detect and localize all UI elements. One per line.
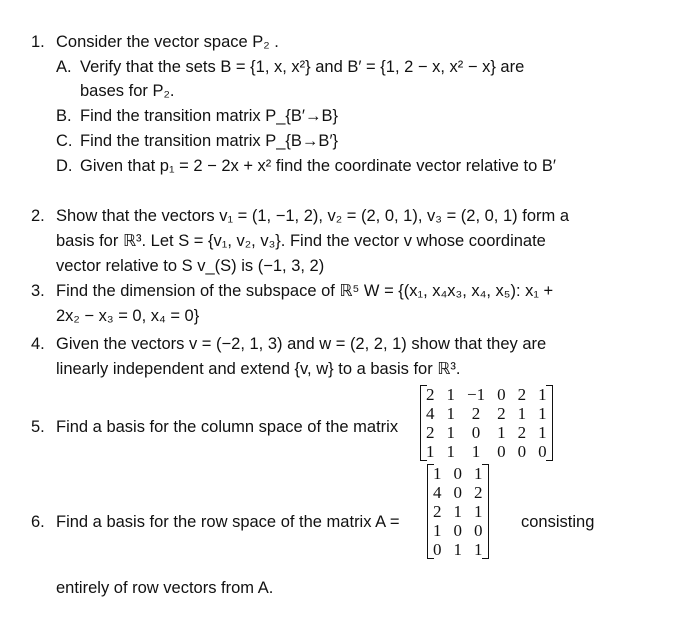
q1-number: 1. [31, 33, 45, 51]
q6-number: 6. [31, 513, 45, 531]
q5-matrix-cell: 2 [497, 404, 506, 423]
q6-matrix-cell: 1 [453, 540, 462, 559]
q6-matrix-cell: 1 [474, 502, 483, 521]
q6-matrix-cell: 4 [433, 483, 442, 502]
q6-matrix-cell: 0 [453, 483, 462, 502]
q5-matrix-cell: 2 [517, 385, 527, 404]
q5-matrix-cell: 0 [497, 442, 506, 461]
column-space-matrix [420, 385, 553, 461]
q1a-line1: Verify that the sets B = {1, x, x²} and B′ = {1, 2 − x, x² − x} are [80, 58, 525, 76]
q1a-label: A. [56, 58, 72, 76]
q3-line2: 2x₂ − x₃ = 0, x₄ = 0} [56, 307, 200, 325]
q6-matrix-cell: 1 [433, 521, 442, 540]
q1a-line2: bases for P₂. [80, 82, 175, 100]
q5-matrix-cell: 1 [426, 442, 435, 461]
q5-matrix-cell: 0 [517, 442, 527, 461]
q1c-text: Find the transition matrix P_{B→B′} [80, 132, 339, 150]
q6-matrix-cell: 0 [453, 521, 462, 540]
q5-matrix-row [420, 442, 553, 461]
q6-matrix-cell: 2 [474, 483, 483, 502]
q5-matrix-cell: 1 [446, 423, 455, 442]
q5-matrix-cell: 1 [446, 385, 455, 404]
q5-matrix-cell: 1 [538, 404, 547, 423]
q4-line1: Given the vectors v = (−2, 1, 3) and w = (2, 2, 1) show that they are [56, 335, 547, 353]
q6-matrix-cell: 0 [474, 521, 483, 540]
q5-matrix-cell: 4 [426, 404, 435, 423]
q1d-text: Given that p₁ = 2 − 2x + x² find the coordinate vector relative to B′ [80, 157, 556, 175]
q5-matrix-cell: 1 [446, 404, 455, 423]
q1-text: Consider the vector space P₂ . [56, 33, 279, 51]
q5-matrix-row [420, 423, 553, 442]
q6-matrix-cell: 1 [453, 502, 462, 521]
q6-matrix-row [427, 540, 489, 559]
q6-matrix-cell: 1 [474, 540, 483, 559]
q5-text: Find a basis for the column space of the matrix [56, 418, 399, 436]
q5-matrix-cell: 0 [471, 423, 481, 442]
q5-matrix-cell: 1 [446, 442, 455, 461]
q5-matrix-cell: 2 [471, 404, 481, 423]
q2-line2: basis for ℝ³. Let S = {v₁, v₂, v₃}. Find the vector v whose coordinate [56, 232, 546, 250]
q1b-text: Find the transition matrix P_{B′→B} [80, 107, 339, 125]
q5-matrix-cell: 2 [426, 423, 435, 442]
q5-matrix-cell: 2 [517, 423, 527, 442]
q6-text: Find a basis for the row space of the matrix A = [56, 513, 400, 531]
q5-matrix-row [420, 385, 553, 404]
q6-matrix-row [427, 483, 489, 502]
q6-tail: entirely of row vectors from A. [56, 579, 274, 597]
q4-line2: linearly independent and extend {v, w} to a basis for ℝ³. [56, 360, 461, 378]
q3-line1: Find the dimension of the subspace of ℝ⁵ W = {(x₁, x₄x₃, x₄, x₅): x₁ + [56, 282, 554, 300]
q5-matrix-cell: 1 [471, 442, 481, 461]
q1d-label: D. [56, 157, 73, 175]
q5-matrix-cell: 0 [538, 442, 547, 461]
q5-matrix-cell: 1 [538, 423, 547, 442]
q4-number: 4. [31, 335, 45, 353]
q5-matrix-cell: 1 [538, 385, 547, 404]
q1b-label: B. [56, 107, 72, 125]
q6-matrix-cell: 1 [474, 464, 483, 483]
q6-suffix: consisting [521, 513, 595, 531]
q2-line1: Show that the vectors v₁ = (1, −1, 2), v₂ = (2, 0, 1), v₃ = (2, 0, 1) form a [56, 207, 569, 225]
q6-matrix-cell: 0 [433, 540, 442, 559]
q6-matrix-row [427, 521, 489, 540]
q5-matrix-cell: 0 [497, 385, 506, 404]
q3-number: 3. [31, 282, 45, 300]
q5-matrix-cell: 1 [497, 423, 506, 442]
q5-matrix-cell: 2 [426, 385, 435, 404]
q6-matrix-cell: 2 [433, 502, 442, 521]
q5-matrix-cell: 1 [517, 404, 527, 423]
q6-matrix-row [427, 502, 489, 521]
q1c-label: C. [56, 132, 73, 150]
q5-matrix-cell: −1 [467, 385, 486, 404]
q5-matrix-row [420, 404, 553, 423]
q5-number: 5. [31, 418, 45, 436]
q6-matrix-cell: 1 [433, 464, 442, 483]
q6-matrix-row [427, 464, 489, 483]
q2-line3: vector relative to S v_(S) is (−1, 3, 2) [56, 257, 325, 275]
q2-number: 2. [31, 207, 45, 225]
row-space-matrix-a [427, 464, 489, 559]
q6-matrix-cell: 0 [453, 464, 462, 483]
